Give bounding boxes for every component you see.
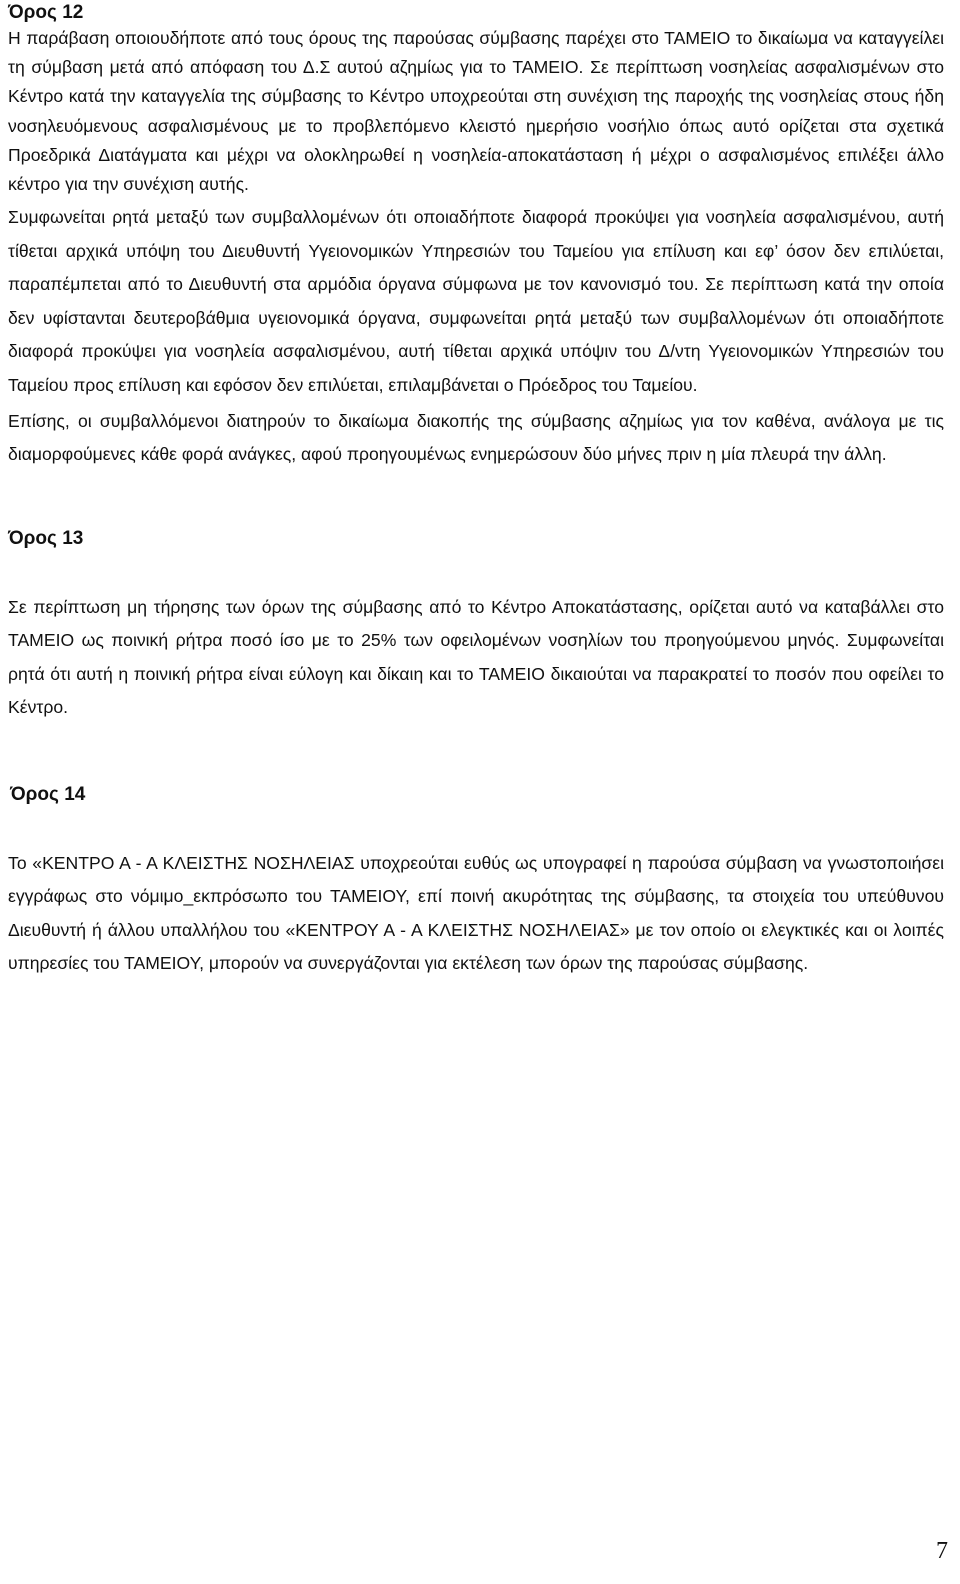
paragraph-term-14-representative: Το «ΚΕΝΤΡΟ Α - Α ΚΛΕΙΣΤΗΣ ΝΟΣΗΛΕΙΑΣ υποχρεούται ευθύς ως υπογραφεί η παρούσα σύμβαση να γνωστοποιήσει εγγράφως στο νόμιμο_εκπρόσωπο του ΤΑΜΕΙΟΥ, επί ποινή ακυρότητας της σύμβασης, τα στοιχεία του υπεύθυνου Διευθυντή ή άλλου υπαλλήλου του «ΚΕΝΤΡΟΥ Α - Α ΚΛΕΙΣΤΗΣ ΝΟΣΗΛΕΙΑΣ» με τον οποίο οι ελεγκτικές και οι λοιπές υπηρεσίες του ΤΑΜΕΙΟΥ, μπορούν να συνεργάζονται για εκτέλεση των όρων της παρούσας σύμβασης. (8, 852, 944, 974)
section-heading-term-14: Όρος 14 (10, 783, 86, 805)
paragraph-term-13-penalty: Σε περίπτωση μη τήρησης των όρων της σύμβασης από το Κέντρο Αποκατάστασης, ορίζεται αυτό να καταβάλλει στο ΤΑΜΕΙΟ ως ποινική ρήτρα ποσό ίσο με το 25% των οφειλομένων νοσηλίων του προηγούμενου μηνός. Συμφωνείται ρητά ότι αυτή η ποινική ρήτρα είναι εύλογη και δίκαιη και το ΤΑΜΕΙΟ δικαιούται να παρακρατεί το ποσόν που οφείλει το Κέντρο. (8, 596, 944, 718)
section-heading-term-12: Όρος 12 (8, 2, 84, 23)
paragraph-term-12-disputes: Συμφωνείται ρητά μεταξύ των συμβαλλομένων ότι οποιαδήποτε διαφορά προκύψει για νοσηλεία ασφαλισμένου, αυτή τίθεται αρχικά υπόψη του Διευθυντή Υγειονομικών Υπηρεσιών του Ταμείου για επίλυση και εφ’ όσον δεν επιλύεται, παραπέμπεται από το Διευθυντή στα αρμόδια όργανα σύμφωνα με τον κανονισμό του. Σε περίπτωση κατά την οποία δεν υφίστανται δευτεροβάθμια υγειονομικά όργανα, συμφωνείται ρητά μεταξύ των συμβαλλομένων ότι οποιαδήποτε διαφορά προκύψει για νοσηλεία ασφαλισμένου, αυτή τίθεται αρχικά υπόψιν του Δ/ντη Υγειονομικών Υπηρεσιών του Ταμείου προς επίλυση και εφόσον δεν επιλύεται, επιλαμβάνεται ο Πρόεδρος του Ταμείου. (8, 207, 944, 395)
paragraph-term-12-termination: Η παράβαση οποιουδήποτε από τους όρους της παρούσας σύμβασης παρέχει στο ΤΑΜΕΙΟ το δικαίωμα να καταγγείλει τη σύμβαση μετά από απόφαση του Δ.Σ αυτού αζημίως για το ΤΑΜΕΙΟ. Σε περίπτωση νοσηλείας ασφαλισμένων στο Κέντρο κατά την καταγγελία της σύμβασης το Κέντρο υποχρεούται στη συνέχιση της παροχής της νοσηλείας στους ήδη νοσηλευόμενους ασφαλισμένους με το προβλεπόμενο κλειστό ημερήσιο νοσήλιο όπως αυτό ορίζεται στα σχετικά Προεδρικά Διατάγματα και μέχρι να ολοκληρωθεί η νοσηλεία-αποκατάσταση ή μέχρι ο ασφαλισμένος επιλέξει άλλο κέντρο για την συνέχιση αυτής. (8, 28, 944, 195)
page-number: 7 (936, 1538, 948, 1564)
document-page (8, 0, 944, 981)
paragraph-term-12-interruption: Επίσης, οι συμβαλλόμενοι διατηρούν το δικαίωμα διακοπής της σύμβασης αζημίως για τον καθένα, ανάλογα με τις διαμορφούμενες κάθε φορά ανάγκες, αφού προηγουμένως ενημερώσουν δύο μήνες πριν η μία πλευρά την άλλη. (8, 411, 944, 465)
section-heading-term-13: Όρος 13 (8, 527, 84, 549)
